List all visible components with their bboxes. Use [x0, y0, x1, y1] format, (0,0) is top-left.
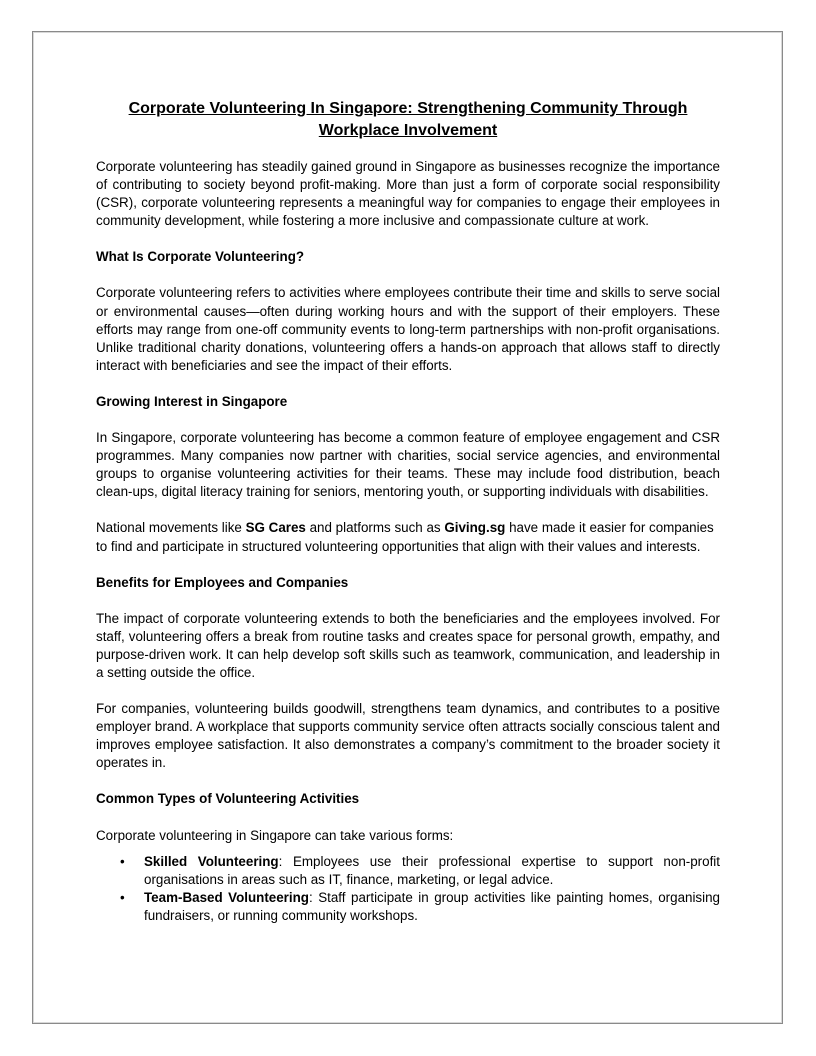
- growing-paragraph: In Singapore, corporate volunteering has become a common feature of employee engagement and CSR programmes. Many companies now partner with charities, social service agencies, and environmental groups to organise volunteering activities for their teams. These may include food distribution, beach clean-ups, digital literacy training for seniors, mentoring youth, or supporting individuals with disabilities.: [96, 430, 720, 500]
- list-item-label: Team-Based Volunteering: [144, 889, 309, 905]
- list-item-text: : Staff participate in group activities like painting homes, organising fundraisers, or running community workshops.: [144, 889, 720, 923]
- national-text-1: National movements like: [96, 520, 246, 536]
- heading-common-types: Common Types of Volunteering Activities: [96, 791, 360, 807]
- heading-growing-interest: Growing Interest in Singapore: [96, 393, 288, 409]
- bullet-icon: •: [120, 889, 125, 905]
- document-title: [96, 98, 720, 142]
- sg-cares-bold: SG Cares: [245, 520, 306, 536]
- list-item: [120, 853, 720, 889]
- benefits-paragraph-2: For companies, volunteering builds goodwill, strengthens team dynamics, and contributes to a positive employer brand. A workplace that supports community service often attracts socially conscious talent and improves employee satisfaction. It also demonstrates a company’s commitment to the broader society it operates in.: [96, 701, 720, 771]
- types-list: [96, 853, 720, 925]
- list-item-text: : Employees use their professional expertise to support non-profit organisations in areas such as IT, finance, marketing, or legal advice.: [144, 853, 720, 887]
- list-item-label: Skilled Volunteering: [144, 853, 279, 869]
- national-text-3: have made it easier for companies to find and participate in structured volunteering opportunities that align with their values and interests.: [96, 520, 714, 554]
- document-body: [96, 98, 720, 925]
- national-text-2: and platforms such as: [305, 520, 445, 536]
- types-intro: Corporate volunteering in Singapore can take various forms:: [96, 827, 454, 843]
- title-line-1: Corporate Volunteering In Singapore: Strengthening Community Through: [128, 100, 688, 117]
- heading-benefits: Benefits for Employees and Companies: [96, 574, 349, 590]
- what-is-paragraph: Corporate volunteering refers to activities where employees contribute their time and skills to serve social or environmental causes—often during working hours and with the support of their employers. These efforts may range from one-off community events to long-term partnerships with non-profit organisations. Unlike traditional charity donations, volunteering offers a hands-on approach that allows staff to directly interact with beneficiaries and see the impact of their efforts.: [96, 285, 720, 373]
- list-item: [120, 889, 720, 925]
- title-line-2: Workplace Involvement: [318, 122, 498, 139]
- bullet-icon: •: [120, 853, 125, 869]
- intro-paragraph: Corporate volunteering has steadily gained ground in Singapore as businesses recognize the importance of contributing to society beyond profit-making. More than just a form of corporate social responsibility (CSR), corporate volunteering represents a meaningful way for companies to engage their employees in community development, while fostering a more inclusive and compassionate culture at work.: [96, 159, 720, 229]
- benefits-paragraph-1: The impact of corporate volunteering extends to both the beneficiaries and the employees involved. For staff, volunteering offers a break from routine tasks and creates space for personal growth, empathy, and purpose-driven work. It can help develop soft skills such as teamwork, communication, and leadership in a setting outside the office.: [96, 610, 720, 680]
- national-movements-paragraph: [96, 519, 720, 555]
- giving-sg-bold: Giving.sg: [444, 520, 506, 536]
- heading-what-is: What Is Corporate Volunteering?: [96, 249, 305, 265]
